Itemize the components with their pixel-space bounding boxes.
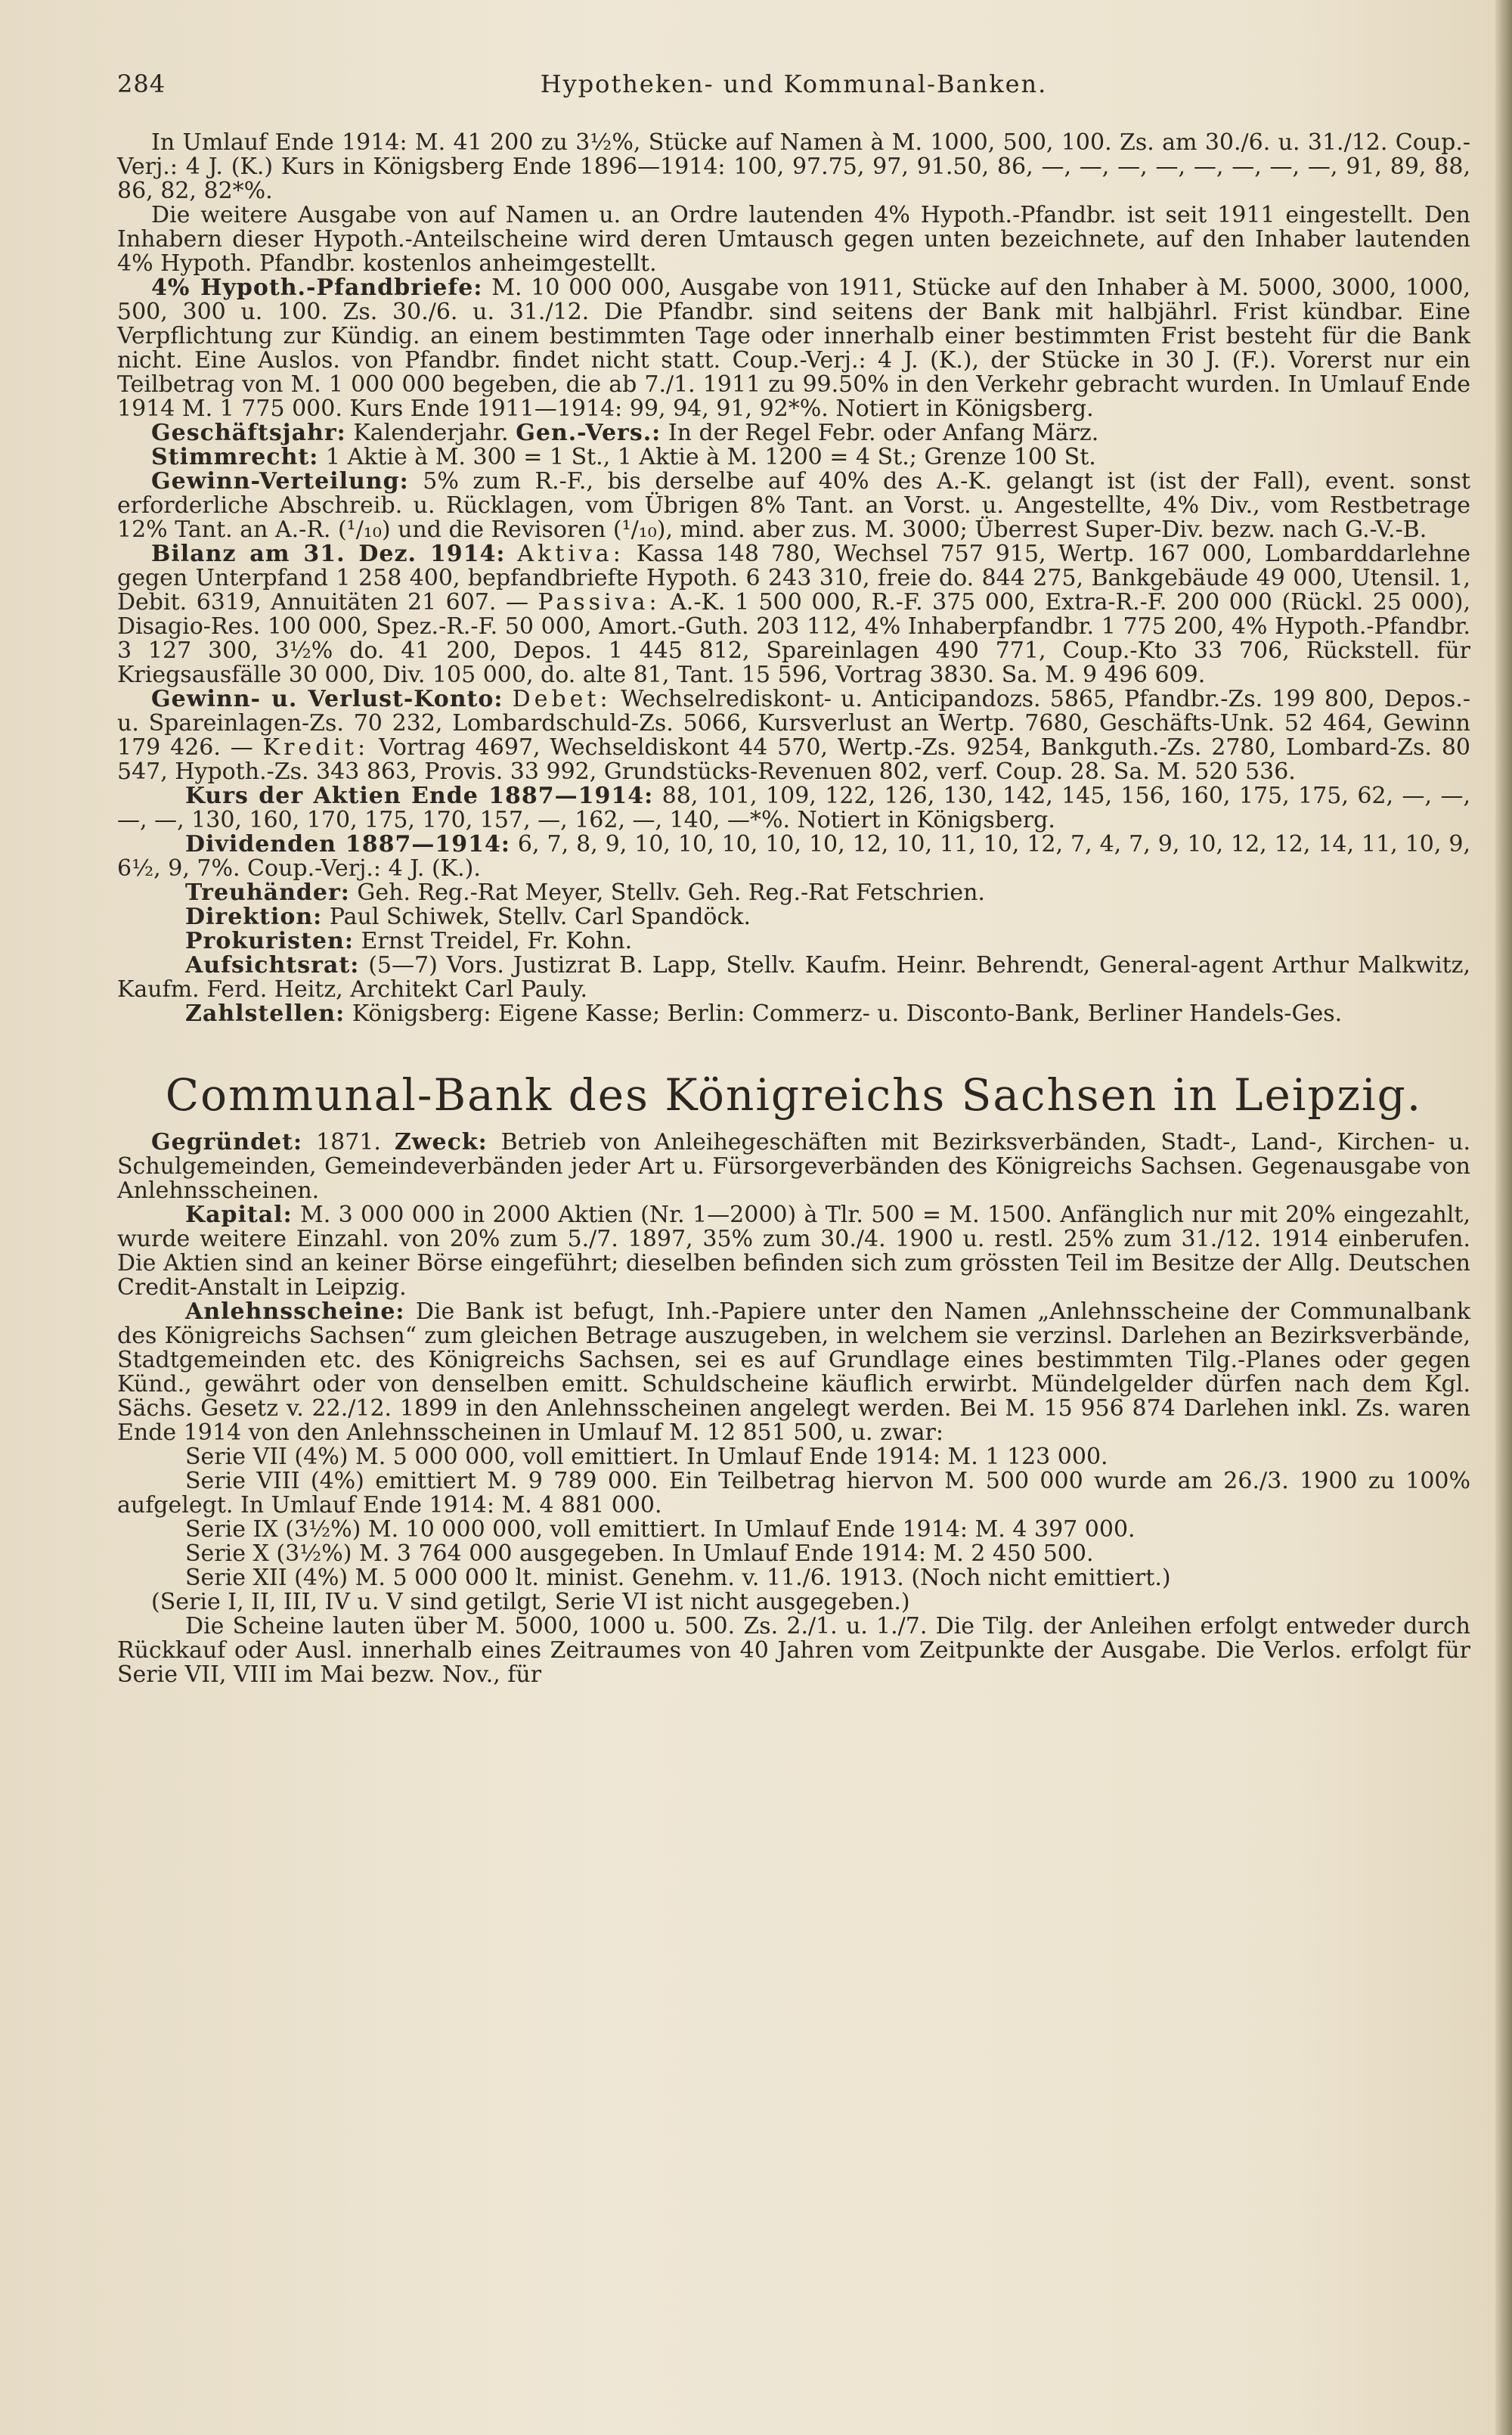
kredit-label: Kredit: (262, 734, 370, 761)
page-header (117, 72, 1470, 110)
entry-text: 1871. (316, 1129, 381, 1155)
entry-label: Zweck: (394, 1129, 488, 1155)
paragraph (117, 833, 1470, 881)
entry-text: Die Bank ist befugt, Inh.-Papiere unter den Namen „Anlehnsscheine der Communalbank des Königreichs Sachsen“ zum gleichen Betrage auszugeben, in welchem sie verzinsl. Darlehen an Bezirksverbände, Stadtgemeinden etc. des Königreichs Sachsen, sei es auf Grundlage eines bestimmten Tilg.-Planes oder gegen Künd., gewährt oder von denselben emitt. Schuldscheine käuflich erwirbt. Mündelgelder dürfen nach dem Kgl. Sächs. Gesetz v. 22./12. 1899 in den Anlehnsscheinen angelegt werden. Bei M. 15 956 874 Darlehen inkl. Zs. waren Ende 1914 von den Anlehnsscheinen in Umlauf M. 12 851 500, u. zwar: (117, 1298, 1470, 1446)
entry-text: 5% zum R.-F., bis derselbe auf 40% des A.-K. gelangt ist (ist der Fall), event. sonst erforderliche Abschreib. u. Rücklagen, vom Übrigen 8% Tant. an Vorst. u. Angestellte, 4% Div., vom Restbetrage 12% Tant. an A.-R. (¹/₁₀) und die Revisoren (¹/₁₀), mind. aber zus. M. 3000; Überrest Super-Div. bezw. nach G.-V.-B. (117, 468, 1470, 543)
paragraph: Die Scheine lauten über M. 5000, 1000 u. 500. Zs. 2./1. u. 1./7. Die Tilg. der Anleihen erfolgt entweder durch Rückkauf oder Ausl. innerhalb eines Zeitraumes von 40 Jahren vom Zeitpunkte der Ausgabe. Die Verlos. erfolgt für Serie VII, VIII im Mai bezw. Nov., für (117, 1613, 1470, 1688)
series-item: Serie VII (4%) M. 5 000 000, voll emittiert. In Umlauf Ende 1914: M. 1 123 000. (185, 1444, 1108, 1470)
entry-text: Wechselrediskont- u. Anticipandozs. 5865, Pfandbr.-Zs. 199 800, Depos.- u. Spareinlagen-Zs. 70 232, Lombardschuld-Zs. 5066, Kursverlust an Wertp. 7680, Geschäfts-Unk. 52 464, Gewinn 179 426. — (117, 686, 1470, 761)
entry-text: 88, 101, 109, 122, 126, 130, 142, 145, 156, 160, 175, 175, 62, —, —, —, —, 130, 160, 170, 175, 170, 157, —, 162, —, 140, —*%. Notiert in Königsberg. (117, 783, 1470, 833)
entry-text: Paul Schiwek, Stellv. Carl Spandöck. (329, 904, 751, 930)
entry-label: Zahlstellen: (185, 1000, 345, 1027)
entry-label: Gewinn- u. Verlust-Konto: (151, 686, 503, 712)
entry-text: M. 3 000 000 in 2000 Aktien (Nr. 1—2000) à Tlr. 500 = M. 1500. Anfänglich nur mit 20% eingezahlt, wurde weitere Einzahl. von 20% zum 5./7. 1897, 35% zum 30./4. 1900 u. restl. 25% zum 31./12. 1914 einberufen. Die Aktien sind an keiner Börse eingeführt; dieselben befinden sich zum grössten Teil im Besitze der Allg. Deutschen Credit-Anstalt in Leipzig. (117, 1202, 1470, 1301)
entry-label: Kurs der Aktien Ende 1887—1914: (185, 783, 654, 809)
paragraph (117, 1131, 1470, 1203)
page-content (117, 72, 1470, 1687)
entry-label: Anlehnsscheine: (185, 1298, 405, 1325)
entry-label: Stimmrecht: (151, 444, 319, 470)
entry-label: Gen.-Vers.: (516, 420, 662, 446)
entry-label: Direktion: (185, 904, 323, 930)
paragraph (117, 929, 1470, 954)
entry-text: (5—7) Vors. Justizrat B. Lapp, Stellv. Kaufm. Heinr. Behrendt, General-agent Arthur Malkwitz, Kaufm. Ferd. Heitz, Architekt Carl Pauly. (117, 952, 1470, 1003)
entry-text: Kassa 148 780, Wechsel 757 915, Wertp. 167 000, Lombarddarlehne gegen Unterpfand 1 258 400, bepfandbriefte Hypoth. 6 243 310, freie do. 844 275, Bankgebäude 49 000, Utensil. 1, Debit. 6319, Annuitäten 21 607. — (117, 541, 1470, 616)
entry-text: Vortrag 4697, Wechseldiskont 44 570, Wertp.-Zs. 9254, Bankguth.-Zs. 2780, Lombard-Zs. 80 547, Hypoth.-Zs. 343 863, Provis. 33 992, Grundstücks-Revenuen 802, verf. Coup. 28. Sa. M. 520 536. (117, 734, 1471, 785)
entry-text: 1 Aktie à M. 300 = 1 St., 1 Aktie à M. 1200 = 4 St.; Grenze 100 St. (325, 444, 1096, 470)
entry-text: Betrieb von Anleihegeschäften mit Bezirksverbänden, Stadt-, Land-, Kirchen- u. Schulgemeinden, Gemeindeverbänden jeder Art u. Fürsorgeverbänden des Königreichs Sachsen. Gegenausgabe von Anlehnsscheinen. (117, 1129, 1470, 1204)
page-edge-shadow (1495, 0, 1512, 2435)
running-title: Hypotheken- und Kommunal-Banken. (540, 70, 1048, 98)
paragraph: In Umlauf Ende 1914: M. 41 200 zu 3½%, Stücke auf Namen à M. 1000, 500, 100. Zs. am 30./6. u. 31./12. Coup.-Verj.: 4 J. (K.) Kurs in Königsberg Ende 1896—1914: 100, 97.75, 97, 91.50, 86, —, —, —, —, —, —, —, —, 91, 89, 88, 86, 82, 82*%. (117, 129, 1470, 204)
entry-label: Kapital: (185, 1202, 293, 1228)
entry-label: Geschäftsjahr: (151, 420, 346, 446)
page-number: 284 (117, 70, 166, 98)
paragraph (117, 445, 1470, 470)
profit-loss-account (117, 687, 1470, 784)
section-gap (117, 1026, 1470, 1069)
entry-text: Königsberg: Eigene Kasse; Berlin: Commerz- u. Disconto-Bank, Berliner Handels-Ges. (352, 1000, 1343, 1027)
paragraph (117, 421, 1470, 445)
entry-text: 6, 7, 8, 9, 10, 10, 10, 10, 10, 12, 10, 11, 10, 12, 7, 4, 7, 9, 10, 12, 12, 14, 11, 10, 9, 6½, 9, 7%. Coup.-Verj.: 4 J. (K.). (117, 831, 1470, 882)
entry-label: Bilanz am 31. Dez. 1914: (151, 541, 506, 567)
entry-text: Geh. Reg.-Rat Meyer, Stellv. Geh. Reg.-Rat Fetschrien. (357, 879, 985, 906)
series-item: Serie X (3½%) M. 3 764 000 ausgegeben. In Umlauf Ende 1914: M. 2 450 500. (185, 1540, 1094, 1567)
entry-label: Prokuristen: (185, 928, 354, 954)
entry-text: In der Regel Febr. oder Anfang März. (668, 420, 1099, 446)
section-title: Communal-Bank des Königreichs Sachsen in Leipzig. (165, 1069, 1423, 1121)
entry-text: Ernst Treidel, Fr. Kohn. (361, 928, 633, 954)
entry-label: Gegründet: (151, 1129, 303, 1155)
series-item: Serie VIII (4%) emittiert M. 9 789 000. Ein Teilbetrag hiervon M. 500 000 wurde am 26./3. 1900 zu 100% aufgelegt. In Umlauf Ende 1914: M. 4 881 000. (117, 1468, 1470, 1518)
paragraph (117, 784, 1470, 833)
paragraph (117, 1203, 1470, 1300)
paragraph (117, 276, 1470, 421)
series-item: Serie XII (4%) M. 5 000 000 lt. minist. Genehm. v. 11./6. 1913. (Noch nicht emittiert.) (185, 1565, 1171, 1591)
entry-label: Dividenden 1887—1914: (185, 831, 510, 858)
entry-label: Gewinn-Verteilung: (151, 468, 409, 495)
paragraph (117, 470, 1470, 542)
paragraph (117, 1002, 1470, 1026)
passiva-label: Passiva: (538, 589, 661, 616)
paragraph (117, 954, 1470, 1002)
paragraph: (Serie I, II, III, IV u. V sind getilgt, Serie VI ist nicht ausgegeben.) (151, 1589, 910, 1615)
entry-text: M. 10 000 000, Ausgabe von 1911, Stücke auf den Inhaber à M. 5000, 3000, 1000, 500, 300 u. 100. Zs. 30./6. u. 31./12. Die Pfandbr. sind seitens der Bank mit halbjährl. Frist kündbar. Eine Verpflichtung zur Kündig. an einem bestimmten Tage oder innerhalb einer bestimmten Frist besteht für die Bank nicht. Eine Auslos. von Pfandbr. findet nicht statt. Coup.-Verj.: 4 J. (K.), der Stücke in 30 J. (F.). Vorerst nur ein Teilbetrag von M. 1 000 000 begeben, die ab 7./1. 1911 zu 99.50% in den Verkehr gebracht wurden. In Umlauf Ende 1914 M. 1 775 000. Kurs Ende 1911—1914: 99, 94, 91, 92*%. Notiert in Königsberg. (117, 275, 1470, 422)
balance-sheet (117, 542, 1470, 687)
entry-text: A.-K. 1 500 000, R.-F. 375 000, Extra-R.-F. 200 000 (Rückl. 25 000), Disagio-Res. 100 000, Spez.-R.-F. 50 000, Amort.-Guth. 203 112, 4% Inhaberpfandbr. 1 775 200, 4% Hypoth.-Pfandbr. 3 127 300, 3½% do. 41 200, Depos. 1 445 812, Spareinlagen 490 771, Coup.-Kto 33 706, Rückstell. für Kriegsausfälle 30 000, Div. 105 000, do. alte 81, Tant. 15 596, Vortrag 3830. Sa. M. 9 496 609. (117, 589, 1470, 688)
paragraph: Die weitere Ausgabe von auf Namen u. an Ordre lautenden 4% Hypoth.-Pfandbr. ist seit 1911 eingestellt. Den Inhabern dieser Hypoth.-Anteilscheine wird deren Umtausch gegen unten bezeichnete, auf den Inhaber lautenden 4% Hypoth. Pfandbr. kostenlos anheimgestellt. (117, 202, 1470, 277)
entry-label: 4% Hypoth.-Pfandbriefe: (151, 275, 483, 301)
entry-text: Kalenderjahr. (353, 420, 509, 446)
series-item: Serie IX (3½%) M. 10 000 000, voll emittiert. In Umlauf Ende 1914: M. 4 397 000. (185, 1516, 1136, 1543)
paragraph (117, 881, 1470, 905)
entry-label: Aufsichtsrat: (185, 952, 360, 979)
paragraph (117, 905, 1470, 929)
debet-label: Debet: (512, 686, 612, 712)
entry-label: Treuhänder: (185, 879, 350, 906)
paragraph (117, 1300, 1470, 1445)
aktiva-label: Aktiva: (517, 541, 624, 567)
